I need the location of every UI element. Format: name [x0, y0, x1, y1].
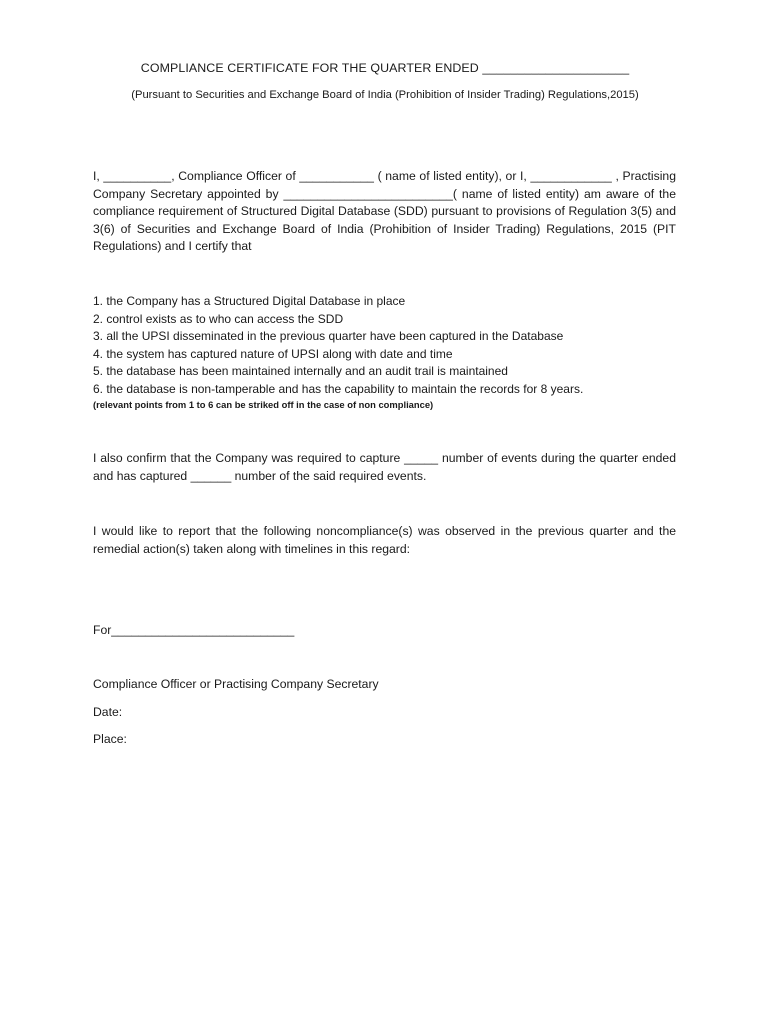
- list-item: 5. the database has been maintained internally and an audit trail is maintained: [93, 364, 508, 379]
- certificate-title: COMPLIANCE CERTIFICATE FOR THE QUARTER ENDED _____________________: [140, 61, 630, 75]
- intro-paragraph: I, __________, Compliance Officer of ___________ ( name of listed entity), or I, ____________ , Practising Company Secretary appointed by _________________________( name of listed entity) am aware of the compliance requirement of Structured Digital Database (SDD) pursuant to provisions of Regulation 3(5) and 3(6) of Securities and Exchange Board of India (Prohibition of Insider Trading) Regulations, 2015 (PIT Regulations) and I certify that: [93, 169, 676, 254]
- noncompliance-paragraph: I would like to report that the following noncompliance(s) was observed in the previous quarter and the remedial action(s) taken along with timelines in this regard:: [93, 524, 676, 556]
- compliance-points-list: [93, 293, 676, 399]
- date-label: Date:: [93, 705, 123, 719]
- list-item: 6. the database is non-tamperable and has the capability to maintain the records for 8 years.: [93, 381, 584, 396]
- signer-designation: Compliance Officer or Practising Company Secretary: [93, 677, 379, 691]
- list-item: 1. the Company has a Structured Digital Database in place: [93, 294, 406, 308]
- certificate-subtitle: (Pursuant to Securities and Exchange Board of India (Prohibition of Insider Trading) Regulations,2015): [131, 89, 639, 101]
- list-item: 3. all the UPSI disseminated in the previous quarter have been captured in the Database: [93, 329, 564, 344]
- points-note: (relevant points from 1 to 6 can be striked off in the case of non compliance): [93, 399, 434, 410]
- list-item: 2. control exists as to who can access the SDD: [93, 311, 344, 326]
- list-item: 4. the system has captured nature of UPSI along with date and time: [93, 346, 453, 361]
- place-label: Place:: [93, 732, 127, 746]
- confirm-paragraph: I also confirm that the Company was required to capture _____ number of events during the quarter ended and has captured ______ number of the said required events.: [93, 451, 676, 483]
- for-line: For___________________________: [93, 623, 295, 637]
